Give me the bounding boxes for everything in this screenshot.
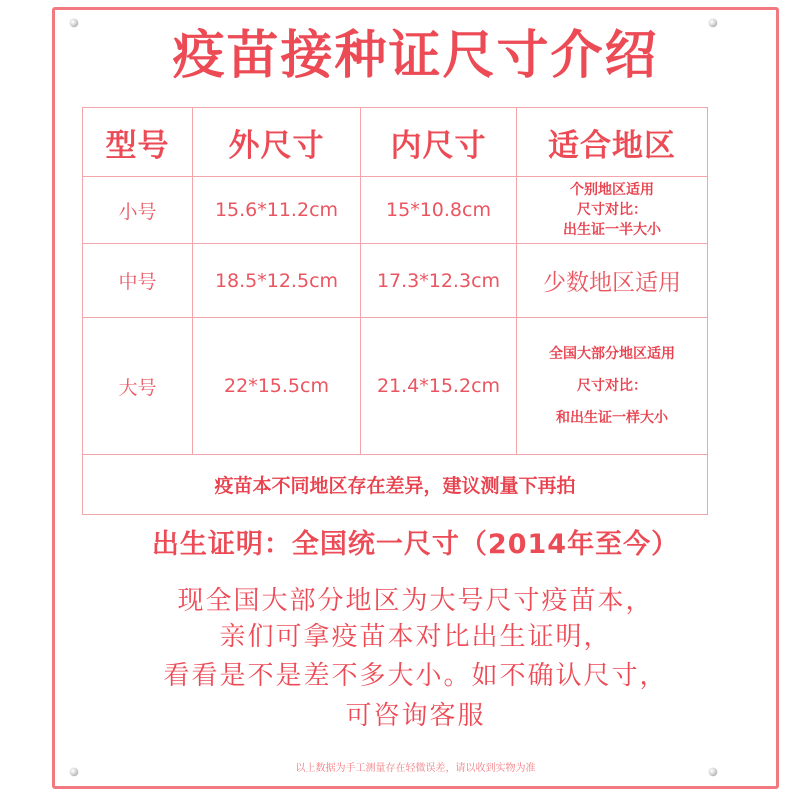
table-row-medium-inner: 17.3*12.3cm <box>376 269 501 292</box>
table-row-small-outer: 15.6*11.2cm <box>214 199 339 221</box>
table-row-large-inner: 21.4*15.2cm <box>376 375 501 397</box>
table-row-medium-outer: 18.5*12.5cm <box>214 269 339 292</box>
certificate-title: 出生证明：全国统一尺寸（2014年至今） <box>151 529 680 560</box>
certificate-line: 可咨询客服 <box>345 701 486 731</box>
certificate-line: 看看是不是差不多大小。如不确认尺寸， <box>163 661 668 691</box>
table-row-large-model: 大号 <box>118 376 157 399</box>
region-line: 出生证一半大小 <box>563 222 661 238</box>
table-row-large-outer: 22*15.5cm <box>224 375 329 397</box>
header-inner-size: 内尺寸 <box>390 127 487 164</box>
size-table <box>82 107 708 515</box>
region-line: 尺寸对比： <box>577 378 647 394</box>
header-model: 型号 <box>105 127 170 164</box>
page-title: 疫苗接种证尺寸介绍 <box>172 26 659 86</box>
table-row-medium-model: 中号 <box>118 271 157 293</box>
table-row-small-region <box>517 177 707 243</box>
footer-note: 以上数据为手工测量存在轻微误差，请以收到实物为准 <box>295 763 536 774</box>
table-disclaimer: 疫苗本不同地区存在差异，建议测量下再拍 <box>214 475 576 497</box>
header-outer-size: 外尺寸 <box>228 127 325 164</box>
header-region: 适合地区 <box>548 127 676 164</box>
table-row-small-model: 小号 <box>118 200 157 223</box>
table-row-medium-region: 少数地区适用 <box>543 270 681 296</box>
region-line: 全国大部分地区适用 <box>549 346 675 362</box>
region-line: 个别地区适用 <box>570 182 654 198</box>
table-row-large-region <box>517 318 707 454</box>
certificate-line: 现全国大部分地区为大号尺寸疫苗本， <box>177 586 654 616</box>
region-line: 尺寸对比： <box>577 202 647 218</box>
region-line: 和出生证一样大小 <box>556 410 668 426</box>
table-row-small-inner: 15*10.8cm <box>386 199 491 221</box>
certificate-line: 亲们可拿疫苗本对比出生证明， <box>219 622 612 652</box>
